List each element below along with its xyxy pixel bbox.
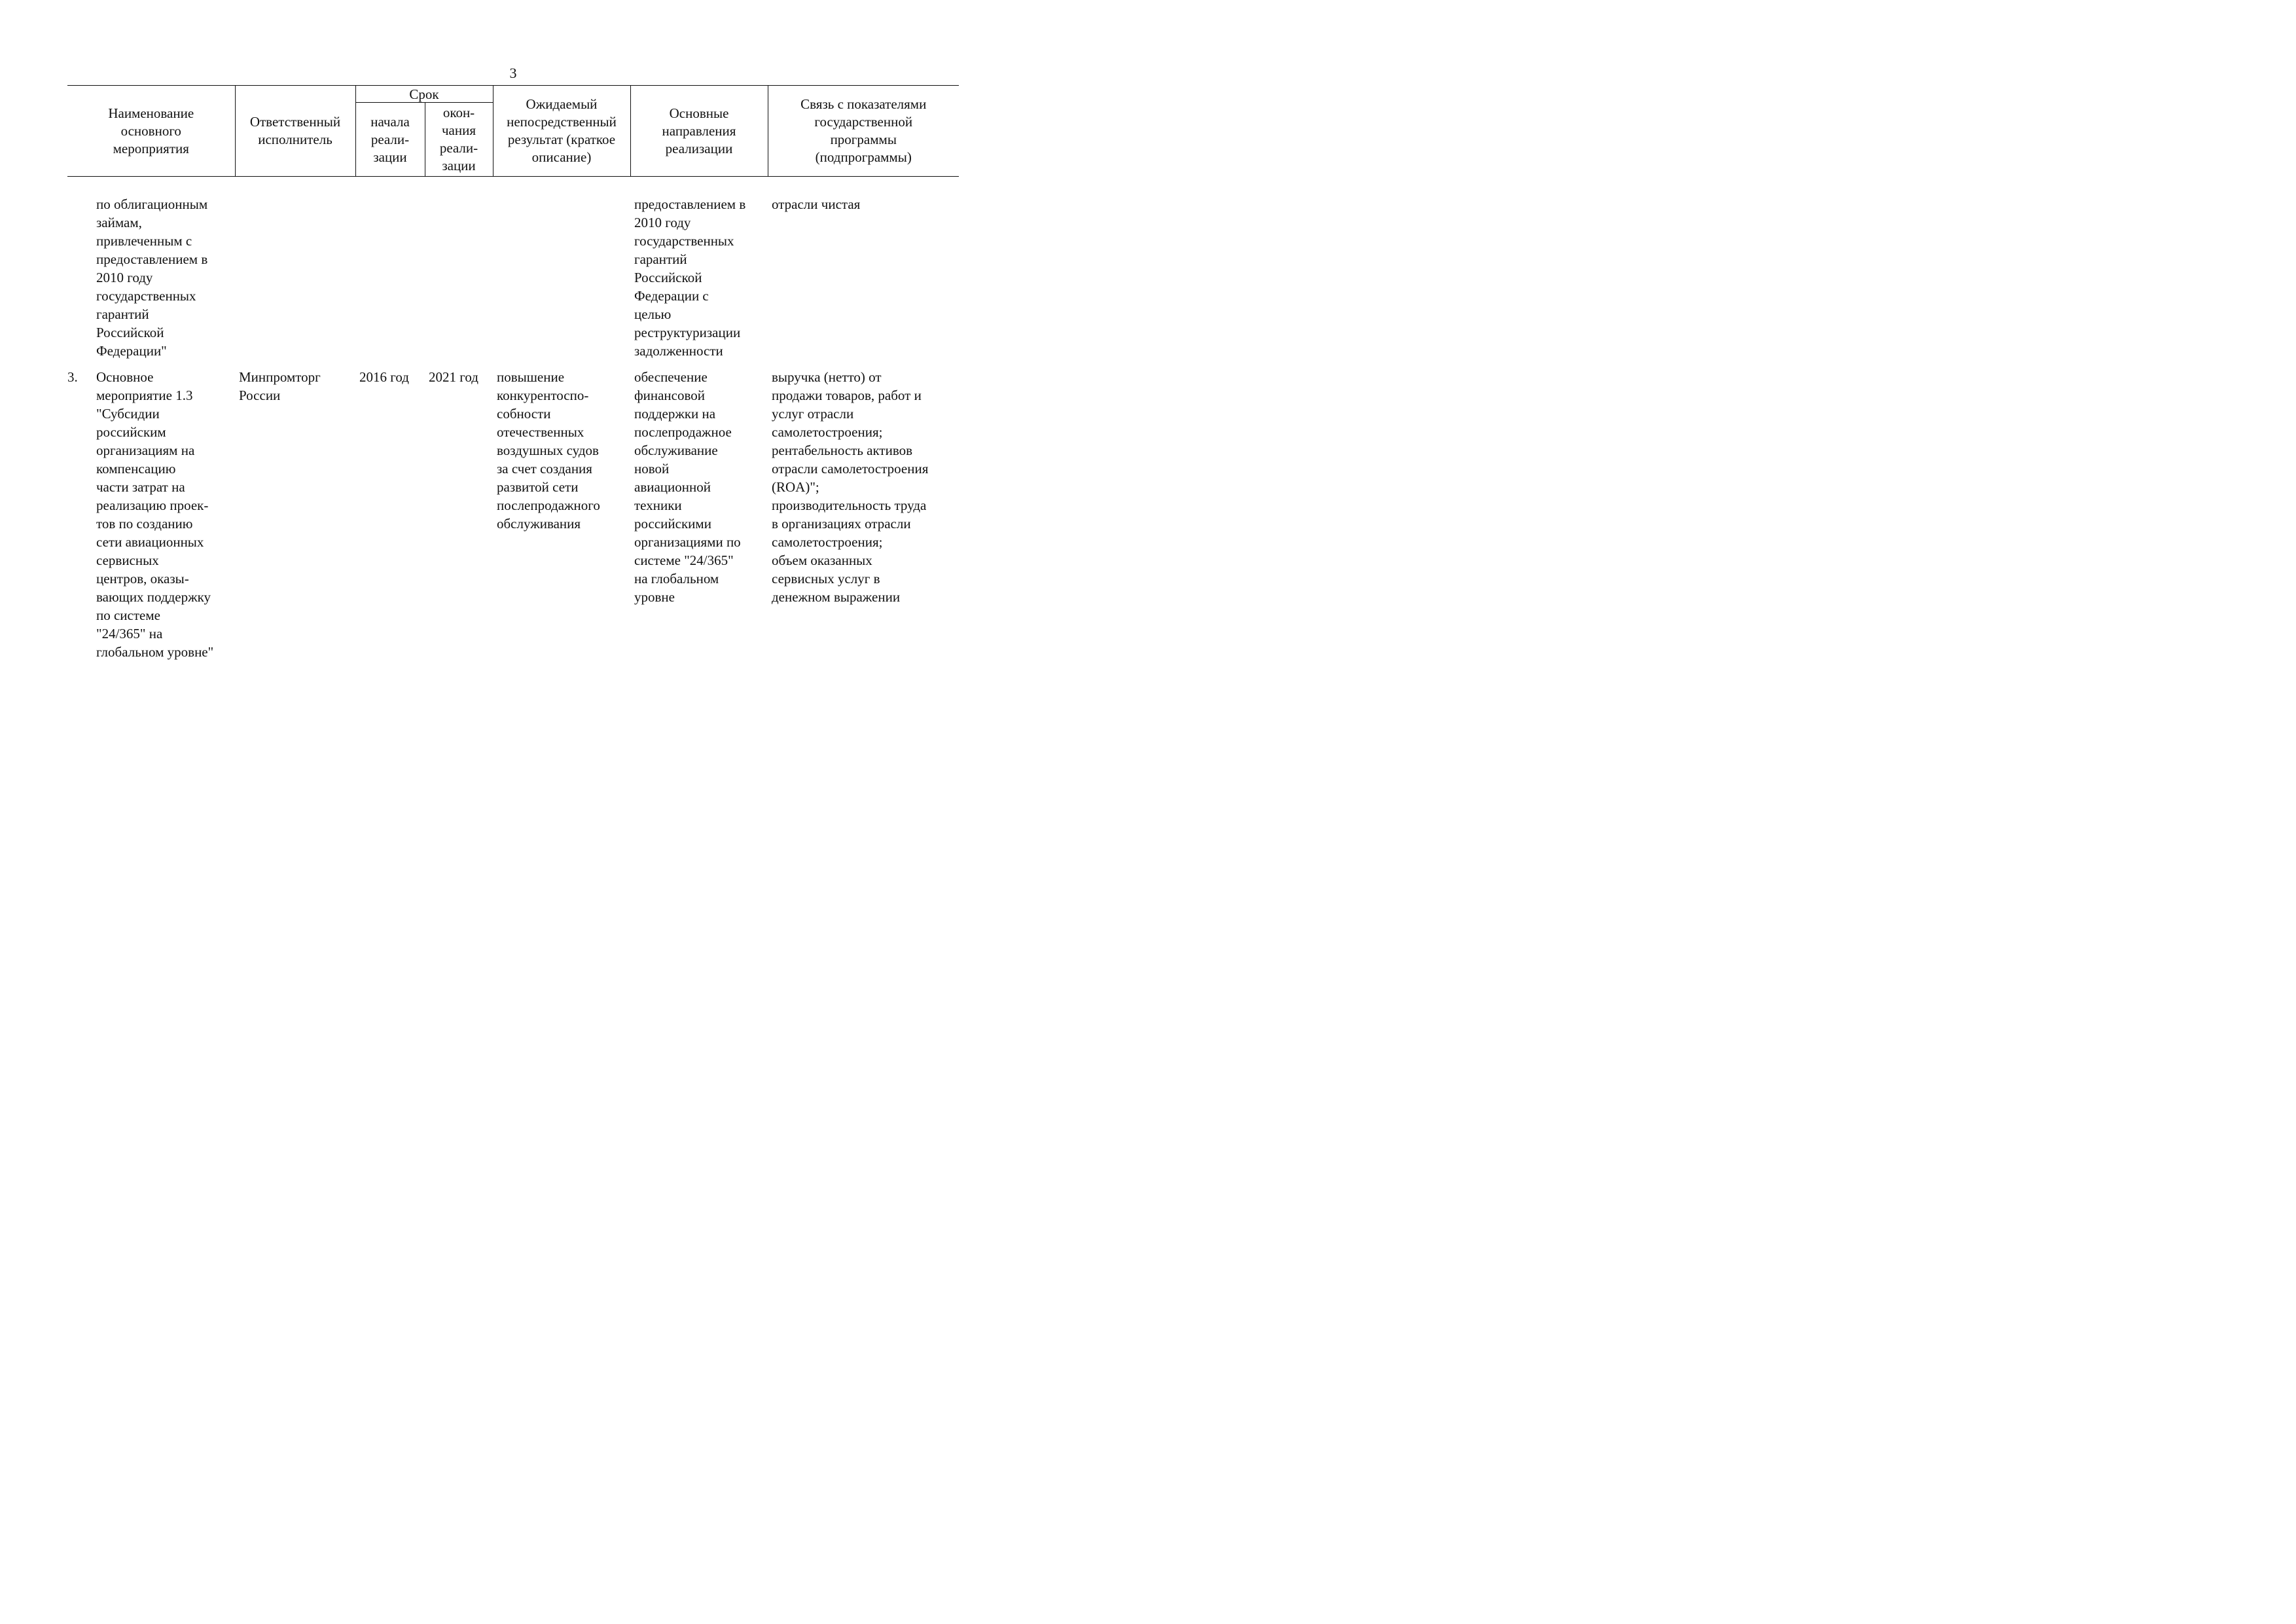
activities-table	[67, 85, 959, 661]
header-term-end: окон- чания реали- зации	[425, 103, 493, 177]
header-result: Ожидаемый непосредственный результат (краткое описание)	[493, 86, 630, 177]
row-number: 3.	[67, 369, 78, 385]
header-term-start: начала реали- зации	[355, 103, 425, 177]
activity-name: Основное мероприятие 1.3 "Субсидии российским организациям на компенсацию части затрат на реализацию проек- тов по созданию сети авиационных сервисных центров, оказы- вающих поддержку по системе "24/365" на глобальном уровне"	[96, 369, 214, 660]
table-row	[67, 195, 959, 360]
table-row	[67, 368, 959, 661]
end-year	[425, 195, 493, 360]
document-page	[67, 85, 959, 661]
start-year	[355, 195, 425, 360]
header-executor: Ответственный исполнитель	[235, 86, 355, 177]
header-indicators: Связь с показателями государственной программы (подпрограммы)	[768, 86, 959, 177]
implementation-directions: предоставлением в 2010 году государственных гарантий Российской Федерации с целью реструктуризации задолженности	[634, 196, 746, 359]
activity-name: по облигационным займам, привлеченным с предоставлением в 2010 году государственных гарантий Российской Федерации"	[96, 196, 208, 359]
page-number: 3	[509, 65, 517, 81]
implementation-directions: обеспечение финансовой поддержки на послепродажное обслуживание новой авиационной техники российскими организациями по системе "24/365" на глобальном уровне	[634, 369, 741, 605]
expected-result	[493, 195, 630, 360]
program-indicators: выручка (нетто) от продажи товаров, работ и услуг отрасли самолетостроения; рентабельность активов отрасли самолетостроения (ROA)"; производительность труда в организациях отрасли самолетостроения; объем оказанных сервисных услуг в денежном выражении	[772, 369, 929, 605]
program-indicators: отрасли чистая	[772, 196, 861, 212]
start-year: 2016 год	[359, 369, 409, 385]
header-term: Срок	[355, 86, 493, 103]
responsible-executor: Минпромторг России	[239, 369, 321, 403]
header-name: Наименование основного мероприятия	[67, 86, 235, 177]
header-directions: Основные направления реализации	[630, 86, 768, 177]
row-number	[67, 195, 95, 360]
end-year: 2021 год	[429, 369, 478, 385]
responsible-executor	[235, 195, 355, 360]
expected-result: повышение конкурентоспо- собности отечественных воздушных судов за счет создания развитой сети послепродажного обслуживания	[497, 369, 600, 532]
table-header	[67, 86, 959, 177]
